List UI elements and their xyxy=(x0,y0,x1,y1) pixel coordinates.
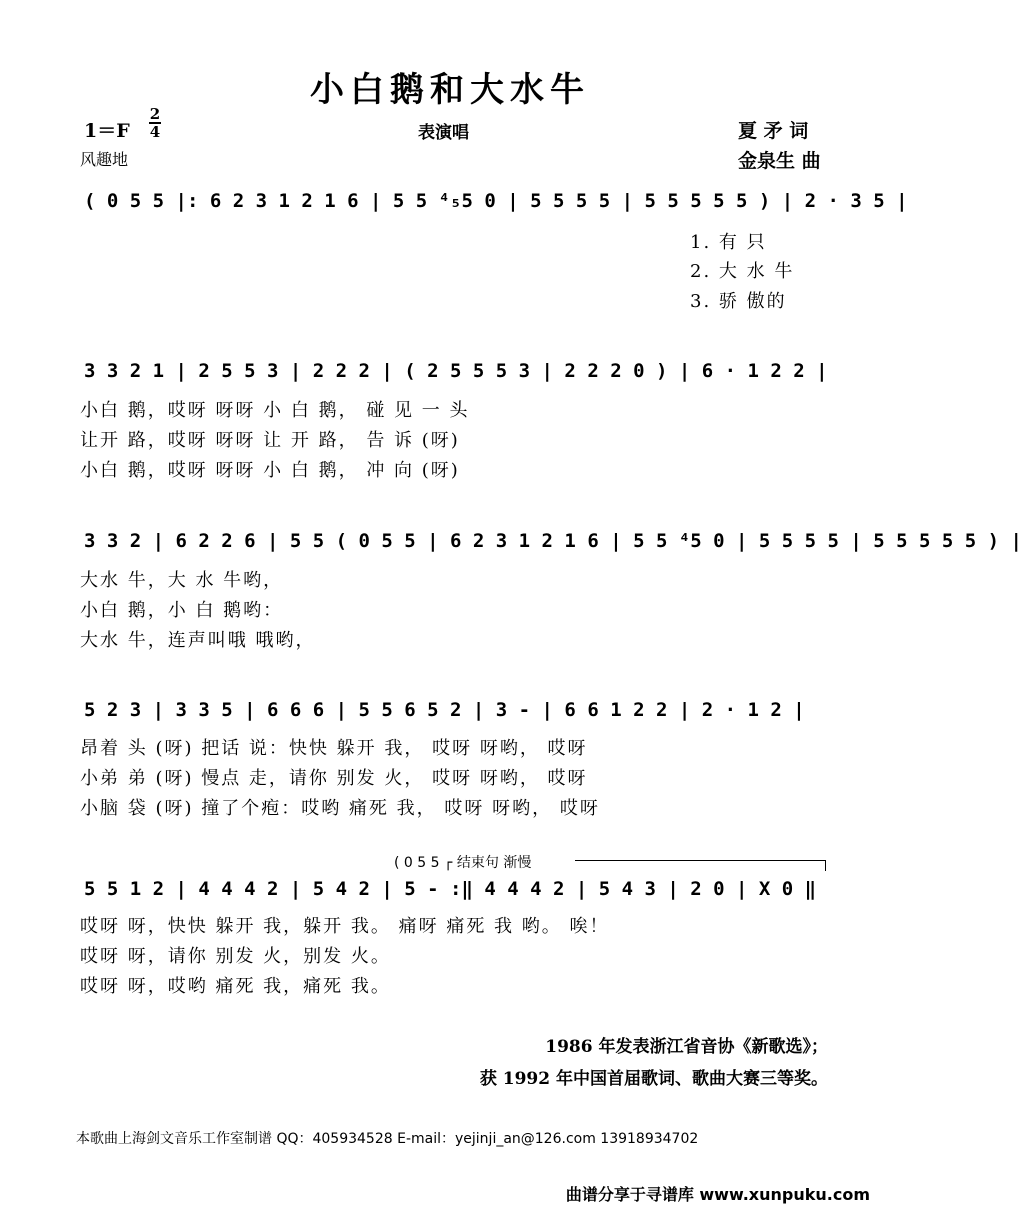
system-3-lyric-1: 大水 牛，大 水 牛哟， xyxy=(80,570,284,591)
time-signature xyxy=(148,106,162,140)
system-2-lyric-2: 让开 路，哎呀 呀呀 让 开 路， 告 诉 (呀) xyxy=(80,430,460,451)
system-1-lyric-3: 3. 骄 傲的 xyxy=(690,291,787,312)
time-signature-bottom: 4 xyxy=(149,123,161,141)
style-marking: 风趣地 xyxy=(80,150,129,169)
composer: 金泉生 曲 xyxy=(738,150,821,172)
time-signature-top: 2 xyxy=(149,105,161,123)
system-3-lyric-3: 大水 牛，连声叫哦 哦哟， xyxy=(80,630,316,651)
system-4-lyric-2: 小弟 弟 (呀) 慢点 走，请你 别发 火， 哎呀 呀哟， 哎呀 xyxy=(80,768,588,789)
performance-type: 表演唱 xyxy=(418,123,469,143)
system-5-notes: 5 5 1 2 | 4 4 4 2 | 5 4 2 | 5 - :‖ 4 4 4 2 | 5 4 3 | 2 0 | X 0 ‖ xyxy=(84,878,817,900)
system-4-lyric-3: 小脑 袋 (呀) 撞了个疱：哎哟 痛死 我， 哎呀 呀哟， 哎呀 xyxy=(80,798,600,819)
credit-line: 本歌曲上海剑文音乐工作室制谱 QQ：405934528 E-mail：yejinji_an@126.com 13918934702 xyxy=(76,1131,699,1147)
system-1-lyric-1: 1. 有 只 xyxy=(690,232,767,253)
system-3-notes: 3 3 2 | 6 2 2 6 | 5 5 ( 0 5 5 | 6 2 3 1 2 1 6 | 5 5 ⁴5 0 | 5 5 5 5 | 5 5 5 5 5 ) | xyxy=(84,530,1022,552)
lyricist: 夏 矛 词 xyxy=(738,120,809,142)
system-5-lyric-3: 哎呀 呀，哎哟 痛死 我，痛死 我。 xyxy=(80,976,391,997)
ending-phrase-label: ( 0 5 5 ┌ 结束句 渐慢 xyxy=(394,855,532,871)
system-1-lyric-2: 2. 大 水 牛 xyxy=(690,261,795,282)
site-brand: 曲谱分享于寻谱库 www.xunpuku.com xyxy=(565,1185,870,1204)
system-2-notes: 3 3 2 1 | 2 5 5 3 | 2 2 2 | ( 2 5 5 5 3 | 2 2 2 0 ) | 6 · 1 2 2 | xyxy=(84,360,828,382)
system-2-lyric-3: 小白 鹅，哎呀 呀呀 小 白 鹅， 冲 向 (呀) xyxy=(80,460,460,481)
system-4-notes: 5 2 3 | 3 3 5 | 6 6 6 | 5 5 6 5 2 | 3 - | 6 6 1 2 2 | 2 · 1 2 | xyxy=(84,699,805,721)
system-1-notes: ( 0 5 5 |: 6 2 3 1 2 1 6 | 5 5 ⁴₅5 0 | 5 5 5 5 | 5 5 5 5 5 ) | 2 · 3 5 | xyxy=(84,190,908,212)
song-title: 小白鹅和大水牛 xyxy=(310,70,590,110)
system-5-lyric-1: 哎呀 呀，快快 躲开 我，躲开 我。 痛呀 痛死 我 哟。 唉！ xyxy=(80,916,610,937)
system-2-lyric-1: 小白 鹅，哎呀 呀呀 小 白 鹅， 碰 见 一 头 xyxy=(80,400,470,421)
key-signature: 1＝F xyxy=(84,120,130,142)
publication-note-2: 获 1992 年中国首届歌词、歌曲大赛三等奖。 xyxy=(479,1069,828,1089)
system-5-lyric-2: 哎呀 呀，请你 别发 火，别发 火。 xyxy=(80,946,391,967)
system-3-lyric-2: 小白 鹅，小 白 鹅哟： xyxy=(80,600,284,621)
system-4-lyric-1: 昂着 头 (呀) 把话 说：快快 躲开 我， 哎呀 呀哟， 哎呀 xyxy=(80,738,588,759)
ending-bracket xyxy=(575,860,826,871)
publication-note-1: 1986 年发表浙江省音协《新歌选》； xyxy=(545,1037,828,1057)
